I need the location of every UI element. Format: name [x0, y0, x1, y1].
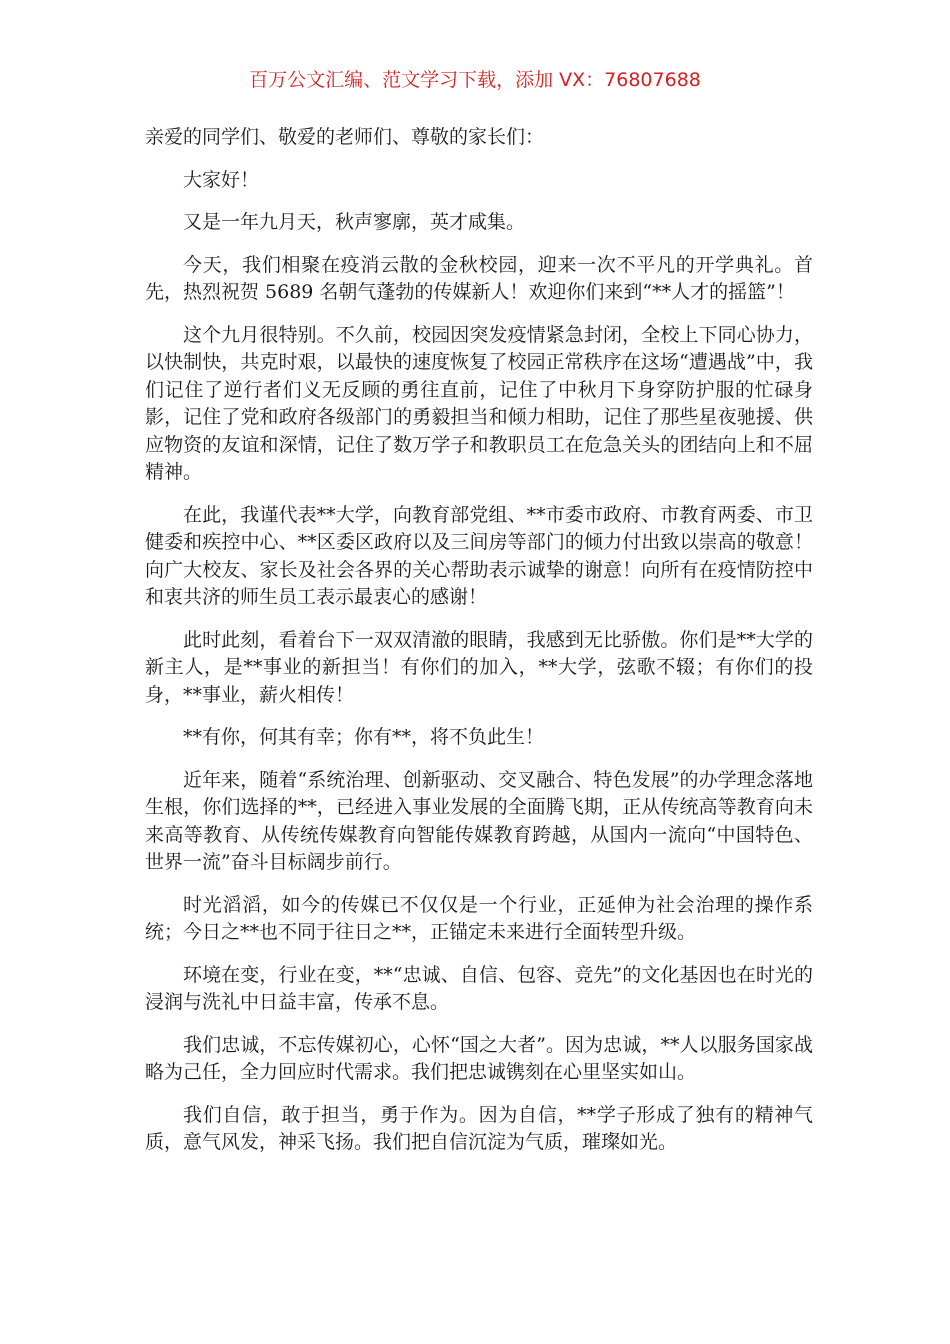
paragraph-culture: 环境在变，行业在变，**“忠诚、自信、包容、竞先”的文化基因也在时光的浸润与洗礼中日益丰富，传承不息。 [145, 963, 813, 1013]
paragraph-transformation: 时光滔滔，如今的传媒已不仅仅是一个行业，正延伸为社会治理的操作系统；今日之**也不同于往日之**，正锚定未来进行全面转型升级。 [145, 893, 813, 943]
paragraph-thanks: 在此，我谨代表**大学，向教育部党组、**市委市政府、市教育两委、市卫健委和疾控中心、**区委区政府以及三间房等部门的倾力付出致以崇高的敬意！向广大校友、家长及社会各界的关心帮助表示诚挚的谢意！向所有在疫情防控中和衷共济的师生员工表示最衷心的感谢！ [145, 503, 813, 608]
paragraph-welcome: 今天，我们相聚在疫消云散的金秋校园，迎来一次不平凡的开学典礼。首先，热烈祝贺 5689 名朝气蓬勃的传媒新人！欢迎你们来到“**人才的摇篮”！ [145, 253, 813, 303]
salutation: 亲爱的同学们、敬爱的老师们、尊敬的家长们： [145, 126, 545, 148]
paragraph-greeting: 大家好！ [183, 168, 260, 191]
paragraph-new-students: 此时此刻，看着台下一双双清澈的眼睛，我感到无比骄傲。你们是**大学的新主人，是**事业的新担当！有你们的加入，**大学，弦歌不辍；有你们的投身，**事业，薪火相传！ [145, 628, 813, 706]
paragraph-development: 近年来，随着“系统治理、创新驱动、交叉融合、特色发展”的办学理念落地生根，你们选择的**，已经进入事业发展的全面腾飞期，正从传统高等教育向未来高等教育、从传统传媒教育向智能传媒教育跨越，从国内一流向“中国特色、世界一流”奋斗目标阔步前行。 [145, 768, 813, 873]
paragraph-epidemic: 这个九月很特别。不久前，校园因突发疫情紧急封闭，全校上下同心协力，以快制快，共克时艰，以最快的速度恢复了校园正常秩序在这场“遭遇战”中，我们记住了逆行者们义无反顾的勇往直前，记住了中秋月下身穿防护服的忙碌身影，记住了党和政府各级部门的勇毅担当和倾力相助，记住了那些星夜驰援、供应物资的友谊和深情，记住了数万学子和教职员工在危急关头的团结向上和不屈精神。 [145, 323, 813, 483]
paragraph-confidence: 我们自信，敢于担当，勇于作为。因为自信，**学子形成了独有的精神气质，意气风发，神采飞扬。我们把自信沉淀为气质，璀璨如光。 [145, 1103, 813, 1153]
paragraph-motto: **有你，何其有幸；你有**，将不负此生！ [183, 726, 545, 748]
document-body [145, 124, 813, 1172]
paragraph-loyalty: 我们忠诚，不忘传媒初心，心怀“国之大者”。因为忠诚，**人以服务国家战略为己任，全力回应时代需求。我们把忠诚镌刻在心里坚实如山。 [145, 1033, 813, 1083]
header-banner: 百万公文汇编、范文学习下载，添加 VX：76807688 [249, 69, 701, 91]
paragraph-opening: 又是一年九月天，秋声寥廓，英才咸集。 [183, 211, 526, 233]
